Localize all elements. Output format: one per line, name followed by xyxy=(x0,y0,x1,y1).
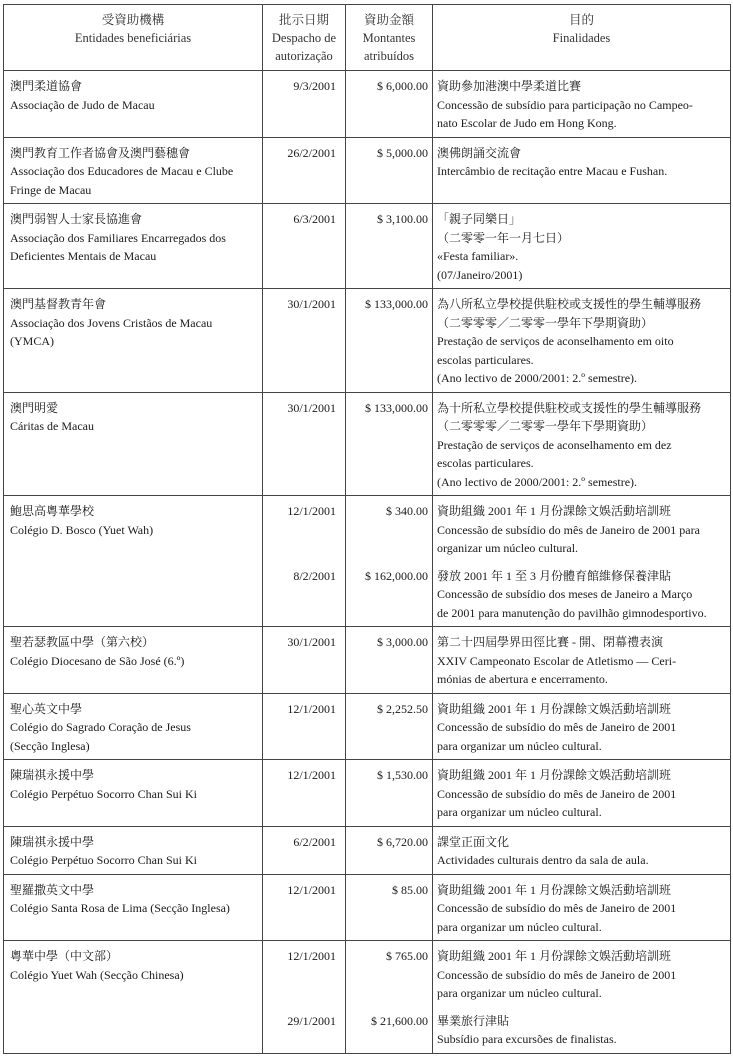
approval-date: 12/1/2001 xyxy=(287,882,336,897)
spacer xyxy=(269,96,336,115)
spacer xyxy=(269,332,336,351)
sub-entry-gap xyxy=(352,1003,428,1012)
entity-name-line: Colégio D. Bosco (Yuet Wah) xyxy=(10,522,154,537)
purpose-line: （二零零零／二零零一學年下學期資助） xyxy=(437,419,654,433)
purpose-line: organizar um núcleo cultural. xyxy=(437,541,579,555)
entity-name-line: Colégio Diocesano de São José (6.º) xyxy=(10,653,185,668)
entity-name-line: 澳門教育工作者協會及澳門藝穗會 xyxy=(10,145,191,160)
spacer xyxy=(352,247,428,266)
table-row xyxy=(4,693,731,760)
date-cell xyxy=(263,392,346,496)
entity-name-line: Associação dos Jovens Cristãos de Macau xyxy=(10,315,213,330)
purpose-line: 資助組織 2001 年 1 月份課餘文娛活動培訓班 xyxy=(437,701,672,716)
approval-date: 12/1/2001 xyxy=(287,701,336,716)
entity-cell xyxy=(4,874,263,941)
purpose-line: para organizar um núcleo cultural. xyxy=(437,805,602,819)
approval-date: 26/2/2001 xyxy=(287,145,336,160)
amount-cell xyxy=(346,760,433,827)
spacer xyxy=(352,899,428,918)
entity-name-line: Colégio Perpétuo Socorro Chan Sui Ki xyxy=(10,786,197,801)
entity-cell xyxy=(4,760,263,827)
spacer xyxy=(269,1030,336,1049)
date-cell xyxy=(263,874,346,941)
purpose-line: 發放 2001 年 1 至 3 月份體育館維修保養津貼 xyxy=(437,568,672,583)
spacer xyxy=(269,521,336,540)
spacer xyxy=(352,1030,428,1049)
subsidy-amount: $ 5,000.00 xyxy=(377,145,428,160)
date-cell xyxy=(263,693,346,760)
entity-name-line: 粵華中學（中文部） xyxy=(10,949,119,963)
entity-name-line: Associação dos Familiares Encarregados dos xyxy=(10,230,226,245)
spacer xyxy=(352,585,428,604)
purpose-cell xyxy=(433,760,731,827)
header-entity-pt: Entidades beneficiárias xyxy=(74,31,192,45)
entity-name-line: (YMCA) xyxy=(10,334,54,348)
spacer xyxy=(352,351,428,370)
entity-name-line: 澳門弱智人士家長協進會 xyxy=(10,212,143,226)
table-row xyxy=(4,71,731,138)
entity-cell xyxy=(4,496,263,627)
table-row xyxy=(4,826,731,874)
spacer xyxy=(269,585,336,604)
spacer xyxy=(352,851,428,870)
approval-date: 8/2/2001 xyxy=(293,568,336,583)
entity-cell xyxy=(4,71,263,138)
header-amount-pt-2: atribuídos xyxy=(364,49,414,63)
entity-cell xyxy=(4,826,263,874)
subsidy-amount: $ 765.00 xyxy=(386,949,428,963)
spacer xyxy=(352,718,428,737)
entity-name-line: Colégio Perpétuo Socorro Chan Sui Ki xyxy=(10,853,197,867)
date-cell xyxy=(263,289,346,393)
spacer xyxy=(352,369,428,388)
purpose-line: de 2001 para manutenção do pavilhão gimnodesportivo. xyxy=(437,605,707,620)
column-header-date xyxy=(263,5,346,71)
spacer xyxy=(352,229,428,248)
purpose-line: para organizar um núcleo cultural. xyxy=(437,738,602,753)
spacer xyxy=(352,266,428,285)
amount-cell xyxy=(346,693,433,760)
purpose-line: mónias de abertura e encerramento. xyxy=(437,672,608,686)
spacer xyxy=(269,718,336,737)
purpose-line: escolas particulares. xyxy=(437,456,534,470)
purpose-line: 資助組織 2001 年 1 月份課餘文娛活動培訓班 xyxy=(437,882,672,897)
purpose-line: 畢業旅行津貼 xyxy=(437,1013,510,1028)
header-entity-zh: 受資助機構 xyxy=(101,13,165,27)
subsidy-amount: $ 6,000.00 xyxy=(377,79,428,93)
header-amount-zh: 資助金額 xyxy=(363,13,414,27)
spacer xyxy=(269,785,336,804)
spacer xyxy=(352,417,428,436)
document-page xyxy=(3,4,730,1054)
entity-cell xyxy=(4,204,263,289)
purpose-cell xyxy=(433,693,731,760)
spacer xyxy=(352,966,428,985)
date-cell xyxy=(263,137,346,204)
amount-cell xyxy=(346,627,433,694)
purpose-line: Concessão de subsídio dos meses de Janeiro a Março xyxy=(437,587,693,601)
purpose-cell xyxy=(433,71,731,138)
date-cell xyxy=(263,204,346,289)
subsidy-amount: $ 162,000.00 xyxy=(365,568,428,583)
entity-cell xyxy=(4,941,263,1054)
spacer xyxy=(269,737,336,756)
purpose-line: 資助參加港澳中學柔道比賽 xyxy=(437,79,582,93)
spacer xyxy=(269,803,336,822)
purpose-line: XXIV Campeonato Escolar de Atletismo — Ceri- xyxy=(437,653,677,668)
table-row xyxy=(4,760,731,827)
subsidy-amount: $ 6,720.00 xyxy=(377,834,428,849)
purpose-line: para organizar um núcleo cultural. xyxy=(437,919,602,934)
approval-date: 6/2/2001 xyxy=(293,834,336,849)
spacer xyxy=(352,454,428,473)
purpose-cell xyxy=(433,874,731,941)
purpose-line: (07/Janeiro/2001) xyxy=(437,267,523,282)
entity-name-line: Deficientes Mentais de Macau xyxy=(10,249,157,263)
amount-cell xyxy=(346,137,433,204)
purpose-line: Concessão de subsídio para participação no Campeo- xyxy=(437,97,693,112)
header-amount-pt-1: Montantes xyxy=(362,31,416,45)
purpose-line: nato Escolar de Judo em Hong Kong. xyxy=(437,116,617,130)
amount-cell xyxy=(346,496,433,627)
purpose-cell xyxy=(433,392,731,496)
purpose-line: Prestação de serviços de aconselhamento em oito xyxy=(437,334,674,348)
approval-date: 30/1/2001 xyxy=(287,297,336,311)
amount-cell xyxy=(346,826,433,874)
purpose-line: 資助組織 2001 年 1 月份課餘文娛活動培訓班 xyxy=(437,949,672,963)
date-cell xyxy=(263,496,346,627)
table-row xyxy=(4,874,731,941)
purpose-line: (Ano lectivo de 2000/2001: 2.º semestre). xyxy=(437,371,638,385)
amount-cell xyxy=(346,392,433,496)
column-header-entity xyxy=(4,5,263,71)
entity-name-line: Associação dos Educadores de Macau e Clube xyxy=(10,164,234,178)
date-cell xyxy=(263,760,346,827)
approval-date: 12/1/2001 xyxy=(287,768,336,782)
entity-name-line: 陳瑞祺永援中學 xyxy=(10,834,95,849)
spacer xyxy=(352,670,428,689)
entity-name-line: 鮑思高粵華學校 xyxy=(10,504,95,518)
date-cell xyxy=(263,71,346,138)
table-row xyxy=(4,289,731,393)
spacer xyxy=(269,369,336,388)
approval-date: 30/1/2001 xyxy=(287,400,336,415)
purpose-line: (Ano lectivo de 2000/2001: 2.º semestre). xyxy=(437,474,638,489)
entity-name-line: Colégio Yuet Wah (Secção Chinesa) xyxy=(10,967,184,982)
spacer xyxy=(352,473,428,492)
purpose-line: escolas particulares. xyxy=(437,352,534,367)
purpose-line: Concessão de subsídio do mês de Janeiro de 2001 xyxy=(437,967,677,982)
purpose-line: （二零零零／二零零一學年下學期資助） xyxy=(437,315,654,330)
spacer xyxy=(352,521,428,540)
table-row xyxy=(4,496,731,627)
subsidy-amount: $ 3,000.00 xyxy=(377,635,428,649)
purpose-line: Intercâmbio de recitação entre Macau e Fushan. xyxy=(437,164,668,178)
subsidy-amount: $ 340.00 xyxy=(386,504,428,518)
purpose-line: 課堂正面文化 xyxy=(437,834,510,849)
subsidy-amount: $ 21,600.00 xyxy=(371,1013,428,1028)
spacer xyxy=(269,899,336,918)
table-row xyxy=(4,204,731,289)
purpose-cell xyxy=(433,204,731,289)
purpose-cell xyxy=(433,941,731,1054)
purpose-cell xyxy=(433,289,731,393)
header-date-pt-1: Despacho de xyxy=(271,31,337,45)
entity-cell xyxy=(4,693,263,760)
purpose-line: Concessão de subsídio do mês de Janeiro de 2001 xyxy=(437,786,677,801)
header-purpose-zh: 目的 xyxy=(568,13,594,27)
header-date-zh: 批示日期 xyxy=(278,13,329,27)
subsidy-amount: $ 85.00 xyxy=(392,882,428,897)
sub-entry-gap xyxy=(269,1003,336,1012)
table-body xyxy=(4,71,731,1054)
spacer xyxy=(269,266,336,285)
amount-cell xyxy=(346,289,433,393)
spacer xyxy=(269,436,336,455)
header-purpose-pt: Finalidades xyxy=(552,31,611,45)
header-date-pt-2: autorização xyxy=(275,49,333,63)
subsidy-amount: $ 133,000.00 xyxy=(365,400,428,415)
entity-name-line: 澳門基督教青年會 xyxy=(10,297,107,311)
column-header-purpose xyxy=(433,5,731,71)
purpose-line: Concessão de subsídio do mês de Janeiro de 2001 xyxy=(437,720,677,734)
purpose-line: Concessão de subsídio do mês de Janeiro de 2001 xyxy=(437,901,677,915)
entity-cell xyxy=(4,289,263,393)
sub-entry-gap xyxy=(437,1003,728,1012)
amount-cell xyxy=(346,204,433,289)
table-row xyxy=(4,941,731,1054)
column-header-amount xyxy=(346,5,433,71)
table-header-row xyxy=(4,5,731,71)
approval-date: 12/1/2001 xyxy=(287,949,336,963)
purpose-cell xyxy=(433,627,731,694)
spacer xyxy=(269,454,336,473)
subsidy-table xyxy=(3,4,731,1054)
entity-name-line: 聖心英文中學 xyxy=(10,701,83,716)
spacer xyxy=(352,803,428,822)
spacer xyxy=(352,114,428,133)
amount-cell xyxy=(346,874,433,941)
spacer xyxy=(352,918,428,937)
spacer xyxy=(352,652,428,671)
spacer xyxy=(352,436,428,455)
purpose-line: 第二十四屆學界田徑比賽 - 開、閉幕禮表演 xyxy=(437,635,663,649)
approval-date: 29/1/2001 xyxy=(287,1013,336,1028)
sub-entry-gap xyxy=(437,558,728,567)
date-cell xyxy=(263,627,346,694)
subsidy-amount: $ 2,252.50 xyxy=(377,701,428,716)
entity-name-line: 澳門明愛 xyxy=(10,400,59,415)
purpose-line: para organizar um núcleo cultural. xyxy=(437,986,602,1000)
table-row xyxy=(4,137,731,204)
spacer xyxy=(352,162,428,181)
date-cell xyxy=(263,941,346,1054)
purpose-line: Prestação de serviços de aconselhamento em dez xyxy=(437,437,672,452)
purpose-line: 資助組織 2001 年 1 月份課餘文娛活動培訓班 xyxy=(437,768,672,782)
subsidy-amount: $ 133,000.00 xyxy=(365,297,428,311)
purpose-line: 資助組織 2001 年 1 月份課餘文娛活動培訓班 xyxy=(437,504,672,518)
purpose-line: Subsídio para excursões de finalistas. xyxy=(437,1032,617,1046)
spacer xyxy=(269,229,336,248)
spacer xyxy=(352,737,428,756)
purpose-line: 為八所私立學校提供駐校或支援性的學生輔導服務 xyxy=(437,297,702,311)
entity-name-line: (Secção Inglesa) xyxy=(10,738,90,753)
spacer xyxy=(269,984,336,1003)
spacer xyxy=(269,604,336,623)
sub-entry-gap xyxy=(269,558,336,567)
approval-date: 30/1/2001 xyxy=(287,635,336,649)
spacer xyxy=(352,984,428,1003)
entity-cell xyxy=(4,392,263,496)
entity-name-line: 聖若瑟教區中學（第六校） xyxy=(10,635,155,649)
spacer xyxy=(269,162,336,181)
spacer xyxy=(269,247,336,266)
entity-name-line: 澳門柔道協會 xyxy=(10,79,83,93)
approval-date: 12/1/2001 xyxy=(287,504,336,518)
date-cell xyxy=(263,826,346,874)
entity-name-line: Cáritas de Macau xyxy=(10,419,94,433)
table-row xyxy=(4,627,731,694)
entity-cell xyxy=(4,137,263,204)
entity-name-line: 陳瑞祺永援中學 xyxy=(10,768,95,782)
spacer xyxy=(269,851,336,870)
spacer xyxy=(269,314,336,333)
spacer xyxy=(269,473,336,492)
purpose-line: «Festa familiar». xyxy=(437,249,519,263)
spacer xyxy=(269,652,336,671)
spacer xyxy=(352,314,428,333)
entity-name-line: Associação de Judo de Macau xyxy=(10,97,155,112)
spacer xyxy=(352,604,428,623)
spacer xyxy=(352,332,428,351)
spacer xyxy=(352,539,428,558)
sub-entry-gap xyxy=(352,558,428,567)
spacer xyxy=(269,966,336,985)
purpose-line: （二零零一年一月七日） xyxy=(437,230,570,245)
amount-cell xyxy=(346,71,433,138)
entity-name-line: Fringe de Macau xyxy=(10,182,92,197)
spacer xyxy=(352,96,428,115)
entity-name-line: Colégio Santa Rosa de Lima (Secção Inglesa) xyxy=(10,901,230,915)
spacer xyxy=(269,417,336,436)
purpose-cell xyxy=(433,137,731,204)
spacer xyxy=(269,539,336,558)
entity-cell xyxy=(4,627,263,694)
spacer xyxy=(269,918,336,937)
purpose-line: Actividades culturais dentro da sala de aula. xyxy=(437,853,649,867)
spacer xyxy=(269,114,336,133)
spacer xyxy=(269,670,336,689)
table-row xyxy=(4,392,731,496)
purpose-line: 為十所私立學校提供駐校或支援性的學生輔導服務 xyxy=(437,400,702,415)
approval-date: 9/3/2001 xyxy=(293,79,336,93)
subsidy-amount: $ 1,530.00 xyxy=(377,768,428,782)
purpose-cell xyxy=(433,826,731,874)
purpose-line: 「親子同樂日」 xyxy=(437,212,522,226)
purpose-line: Concessão de subsídio do mês de Janeiro de 2001 para xyxy=(437,522,700,537)
amount-cell xyxy=(346,941,433,1054)
purpose-cell xyxy=(433,496,731,627)
spacer xyxy=(352,785,428,804)
entity-name-line: 聖羅撒英文中學 xyxy=(10,882,95,897)
spacer xyxy=(269,351,336,370)
purpose-line: 澳佛朗誦交流會 xyxy=(437,145,522,160)
approval-date: 6/3/2001 xyxy=(293,212,336,226)
entity-name-line: Colégio do Sagrado Coração de Jesus xyxy=(10,720,191,734)
subsidy-amount: $ 3,100.00 xyxy=(377,212,428,226)
